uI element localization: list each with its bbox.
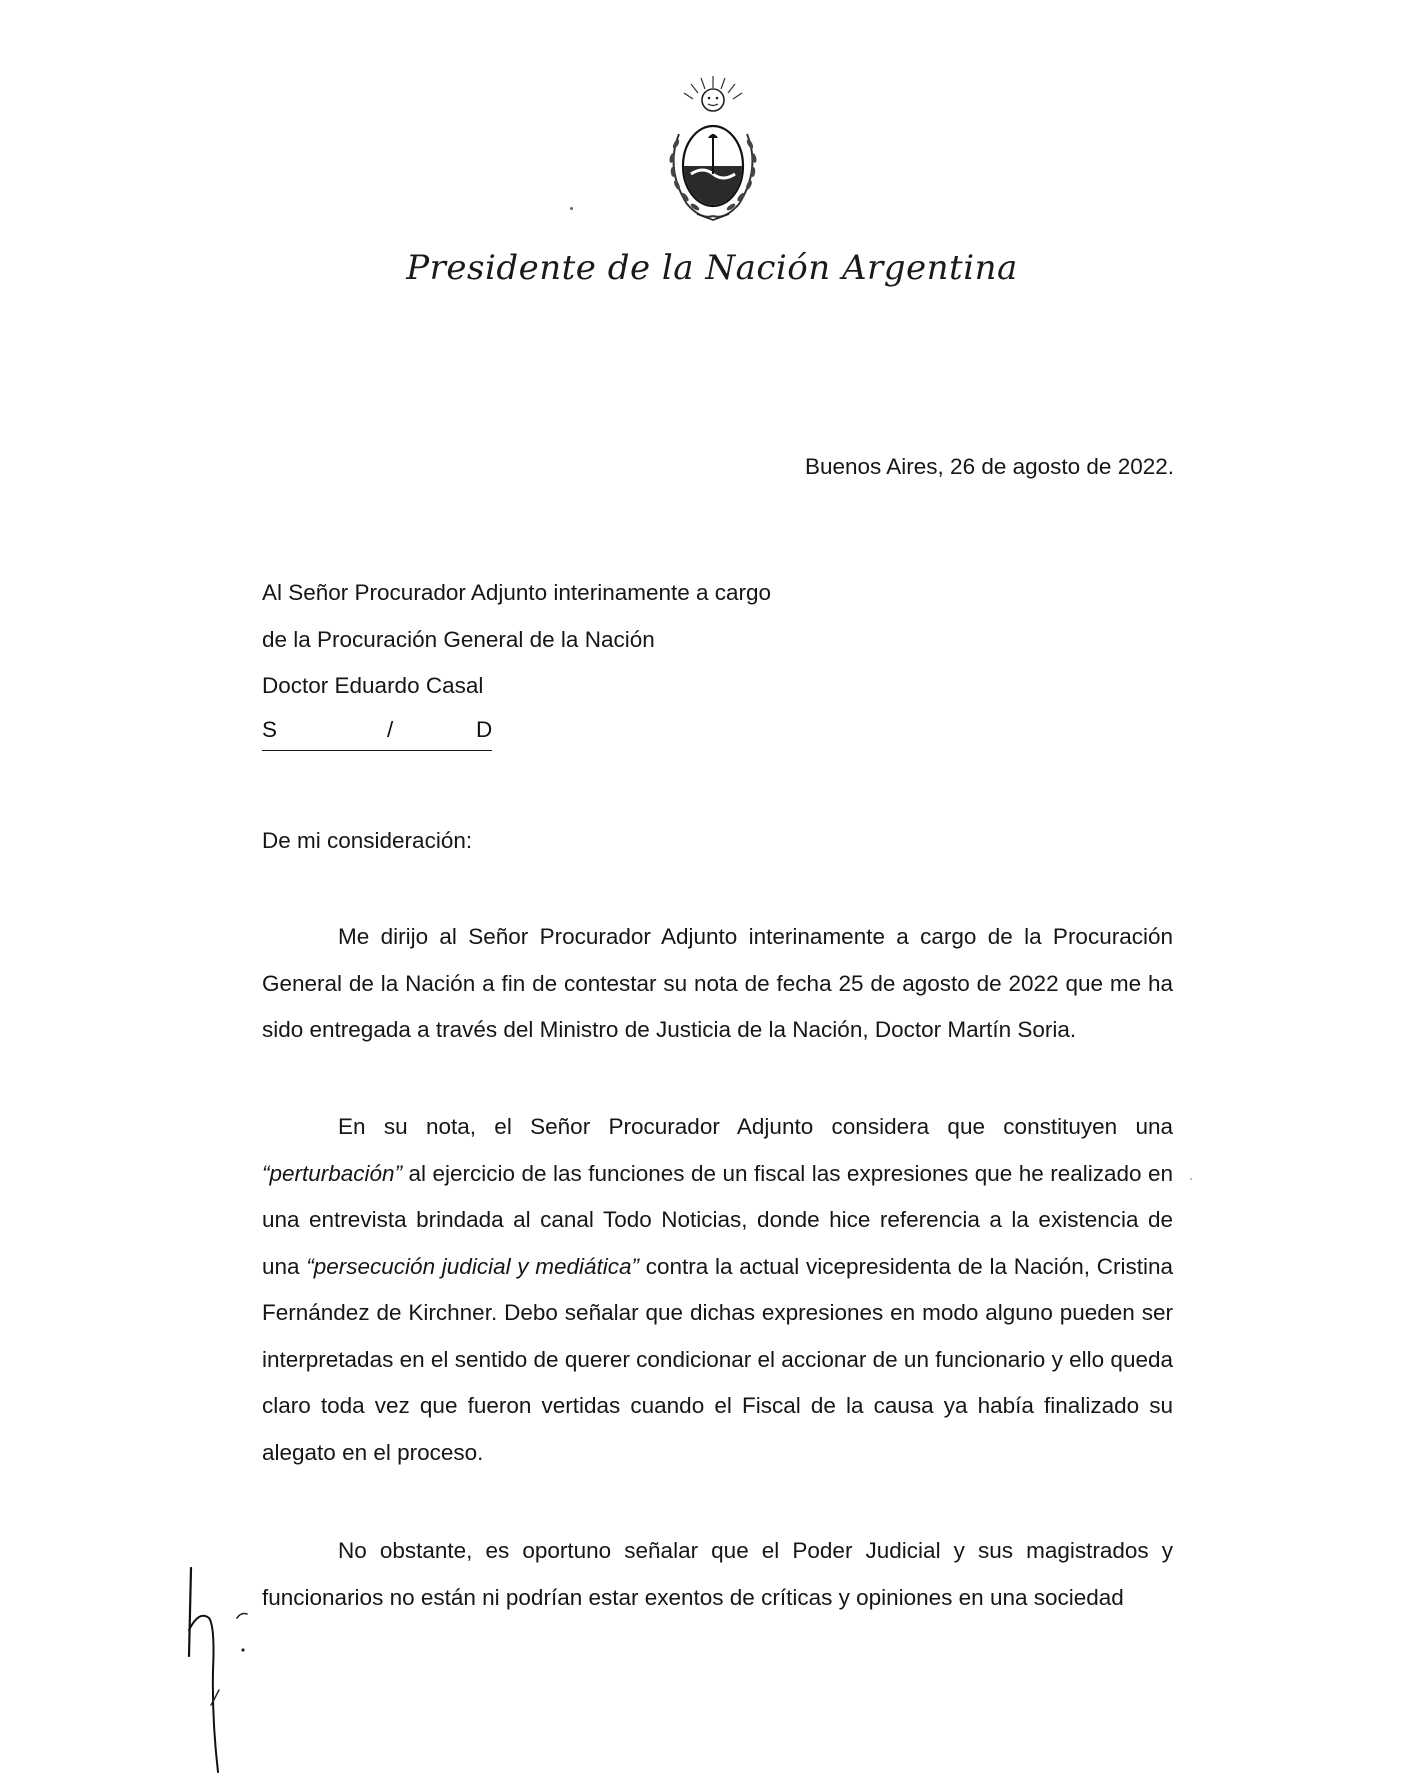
su-despacho-line	[262, 710, 492, 751]
salutation: De mi consideración:	[262, 828, 473, 853]
recipient-line-3: Doctor Eduardo Casal	[262, 673, 484, 698]
paragraph-2-part-3: contra la actual vicepresidenta de la Nación, Cristina Fernández de Kirchner. Debo señalar que dichas expresiones en modo alguno pueden ser interpretadas en el sentido de querer condicionar el accionar de un funcionario y ello queda claro toda vez que fueron vertidas cuando el Fiscal de la causa ya había finalizado su alegato en el proceso.	[262, 1253, 1174, 1465]
sd-mid: /	[387, 717, 394, 742]
paragraph-1: Me dirijo al Señor Procurador Adjunto interinamente a cargo de la Procuración General de la Nación a fin de contestar su nota de fecha 25 de agosto de 2022 que me ha sido entregada a través del Ministro de Justicia de la Nación, Doctor Martín Soria.	[262, 924, 1173, 1042]
recipient-line-1: Al Señor Procurador Adjunto interinamente a cargo	[262, 580, 772, 605]
handwritten-initials-icon	[175, 1560, 265, 1780]
paper-speck	[1190, 1178, 1192, 1180]
recipient-line-2: de la Procuración General de la Nación	[262, 626, 655, 652]
paragraph-2-part-1: En su nota, el Señor Procurador Adjunto considera que constituyen una	[338, 1114, 1173, 1139]
letterhead-title: Presidente de la Nación Argentina	[406, 248, 1018, 288]
paragraph-2-part-2: al ejercicio de las funciones de un fiscal las expresiones que he realizado en una entrevista brindada al canal Todo Noticias, donde hice referencia a la existencia de una	[262, 1160, 1173, 1279]
sd-right: D	[476, 717, 493, 742]
quote-perturbacion: “perturbación”	[262, 1160, 403, 1186]
paragraph-2	[262, 1104, 1173, 1476]
sd-left: S	[262, 717, 278, 742]
letter-date: Buenos Aires, 26 de agosto de 2022.	[804, 454, 1174, 479]
argentina-coat-of-arms-icon	[657, 74, 769, 224]
paragraph-3: No obstante, es oportuno señalar que el Poder Judicial y sus magistrados y funcionarios no están ni podrían estar exentos de críticas y opiniones en una sociedad	[262, 1538, 1173, 1610]
quote-persecucion: “persecución judicial y mediática”	[306, 1253, 640, 1279]
recipient-block	[262, 570, 962, 710]
paper-speck	[570, 207, 573, 210]
